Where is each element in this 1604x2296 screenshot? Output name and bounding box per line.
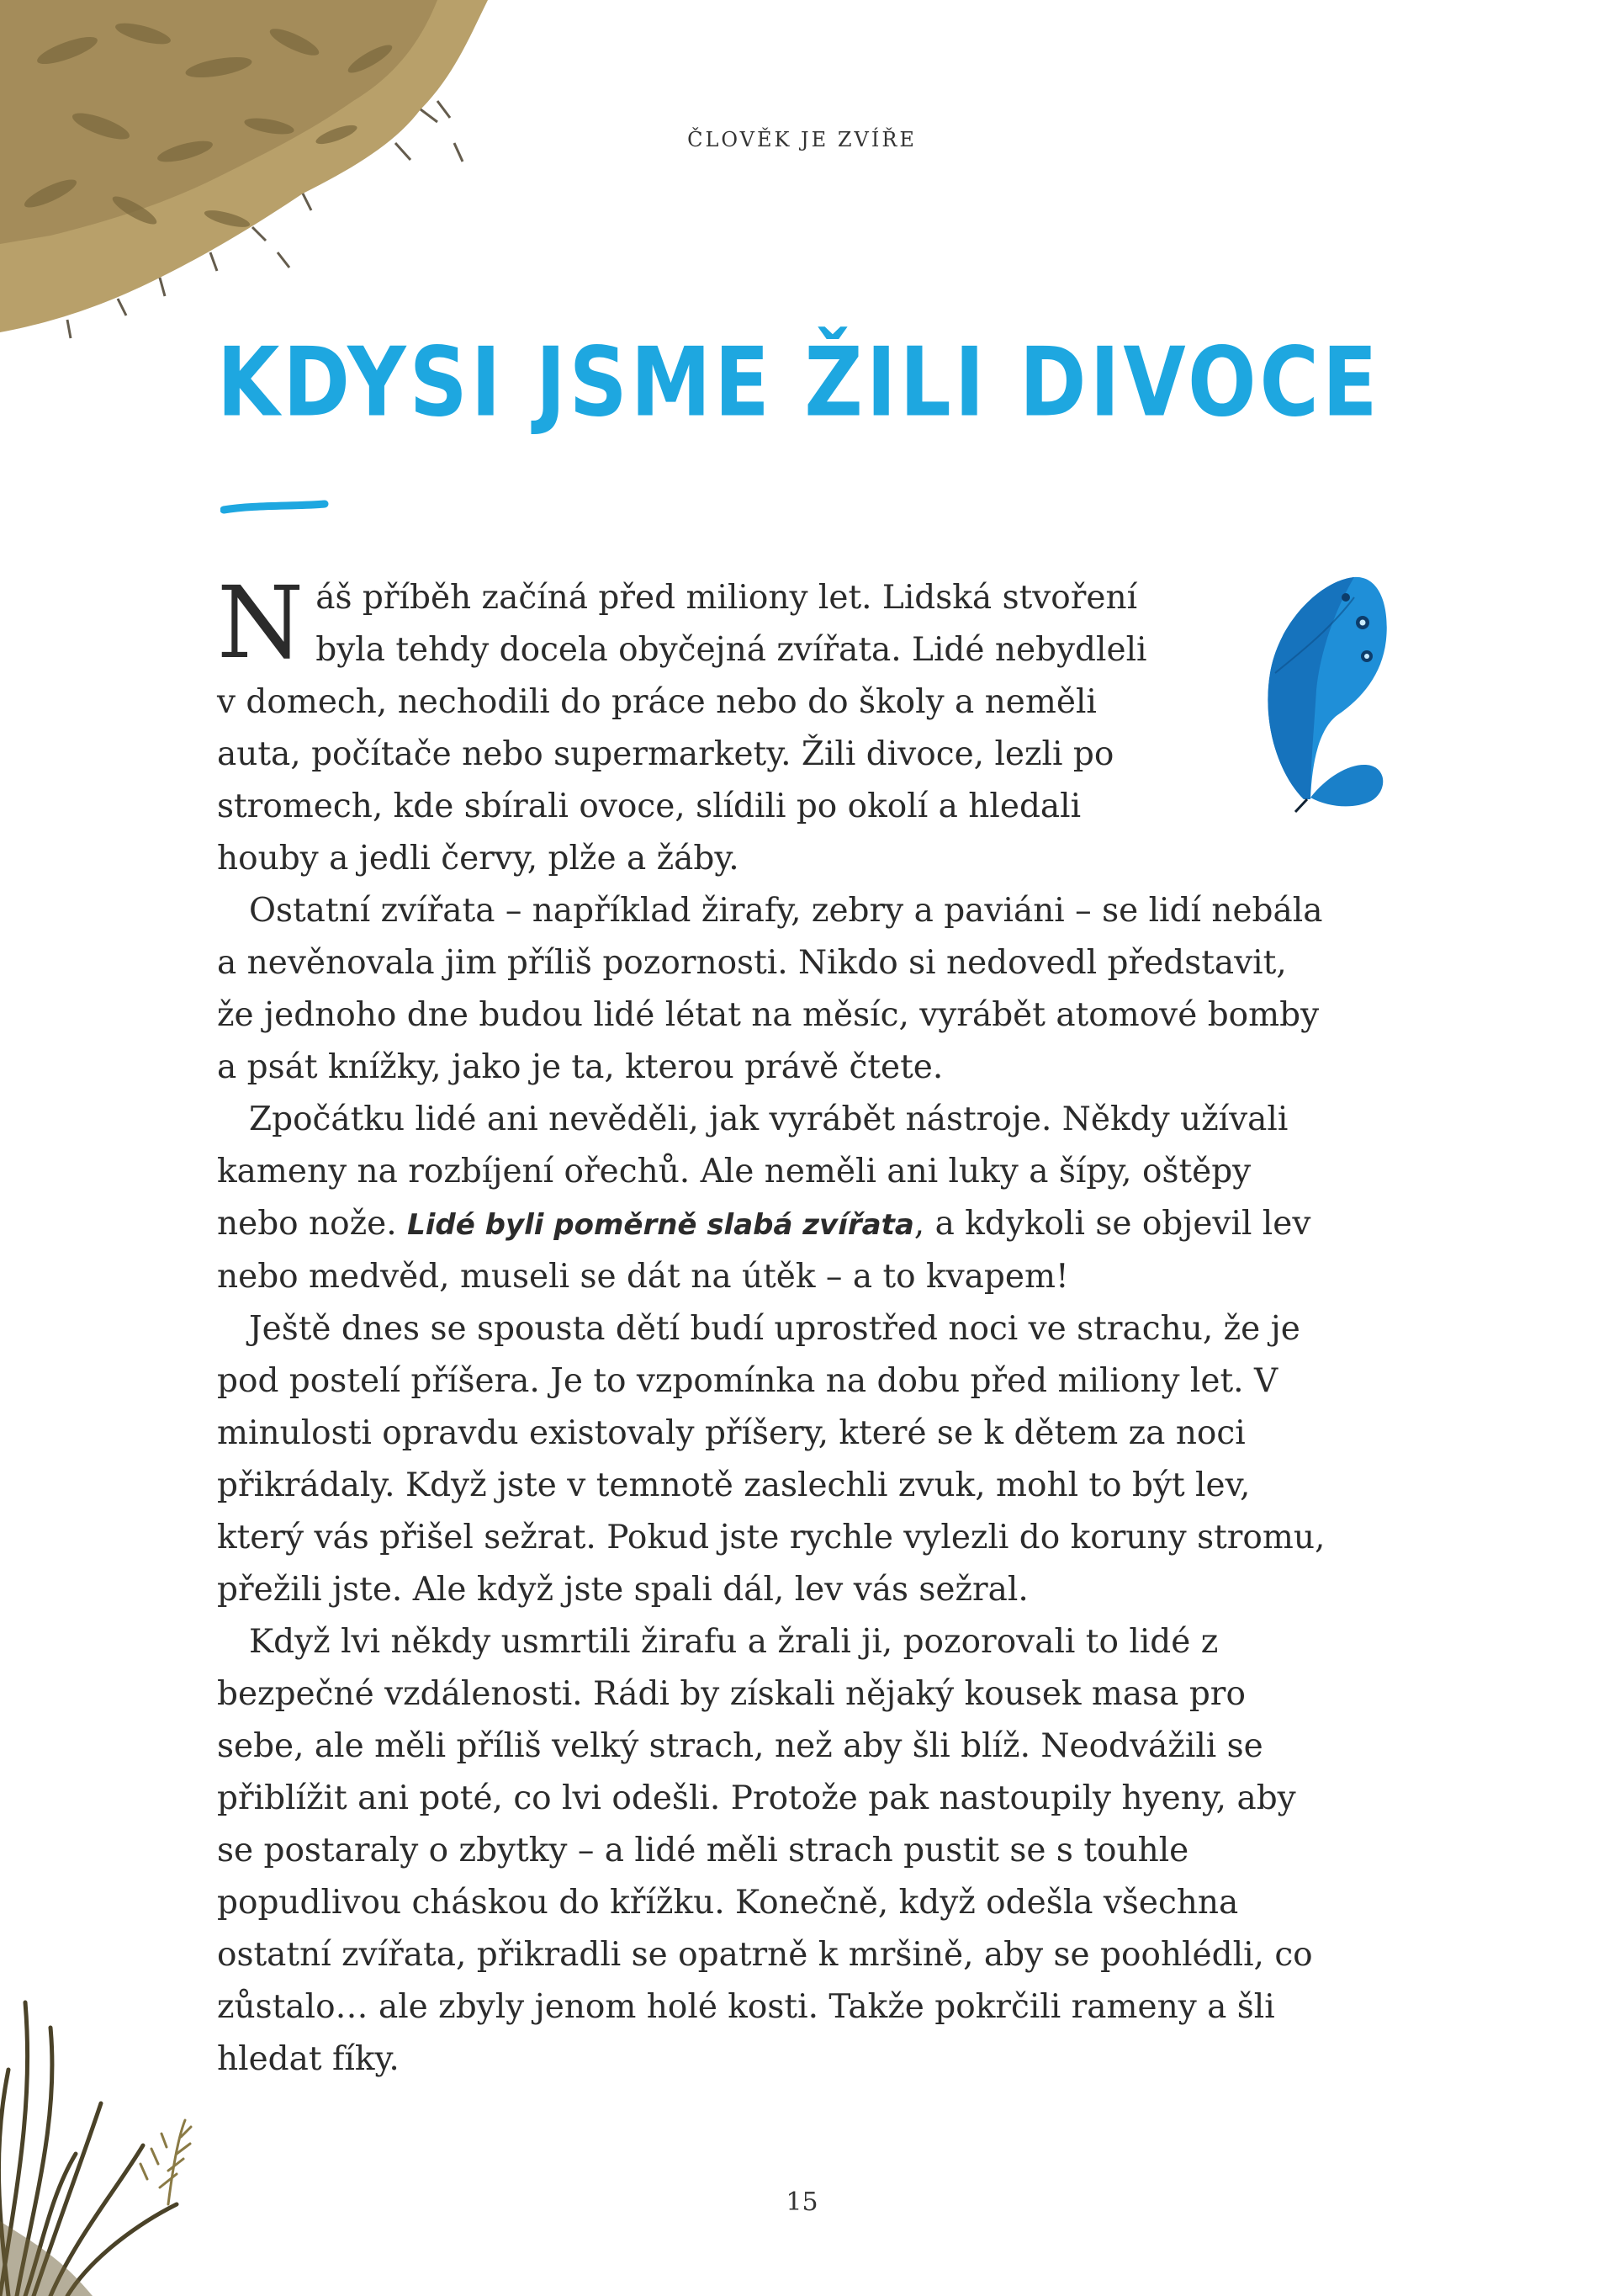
paragraph-3	[217, 1094, 1332, 1303]
article-body	[217, 565, 1332, 2086]
page-number: 15	[786, 2187, 818, 2217]
paragraph-1	[217, 565, 1332, 885]
chapter-title: KDYSI JSME ŽILI DIVOCE	[217, 326, 1381, 438]
butterfly-wrap-area	[1173, 572, 1332, 825]
drop-cap: N	[217, 565, 304, 681]
paragraph-1-text: áš příběh začíná před miliony let. Lidská stvoření byla tehdy docela obyčejná zvířata. Lidé nebydleli v domech, nechodili do práce nebo do školy a neměli auta, počítače nebo supermarkety. Žili divoce, lezli po stromech, kde sbírali ovoce, slídili po okolí a hledali houby a jedli červy, plže a žáby.	[217, 579, 1147, 878]
paragraph-5: Když lvi někdy usmrtili žirafu a žrali ji, pozorovali to lidé z bezpečné vzdálenosti. Rádi by získali nějaký kousek masa pro sebe, ale měli příliš velký strach, než aby šli blíž. Neodvážili se přiblížit ani poté, co lvi odešli. Protože pak nastoupily hyeny, aby se postaraly o zbytky – a lidé měli strach pustit se s touhle popudlivou cháskou do křížku. Konečně, když odešla všechna ostatní zvířata, přikradli se opatrně k mršině, aby se poohlédli, co zůstalo… ale zbyly jenom holé kosti. Takže pokrčili rameny a šli hledat fíky.	[217, 1623, 1313, 2078]
tree-foliage-illustration	[0, 0, 488, 353]
highlighted-phrase: Lidé byli poměrně slabá zvířata	[407, 1208, 914, 1242]
paragraph-3-after: , a kdykoli se objevil lev nebo medvěd, museli se dát na útěk – a to kvapem!	[217, 1205, 1311, 1296]
running-header: ČLOVĚK JE ZVÍŘE	[687, 128, 917, 151]
paragraph-4: Ještě dnes se spousta dětí budí uprostřed noci ve strachu, že je pod postelí příšera. Je to vzpomínka na dobu před miliony let. V minulosti opravdu existovaly příšery, které se k dětem za noci přikrádaly. Když jste v temnotě zaslechli zvuk, mohl to být lev, který vás přišel sežrat. Pokud jste rychle vylezli do koruny stromu, přežili jste. Ale když jste spali dál, lev vás sežral.	[217, 1310, 1326, 1609]
paragraph-3-before: Zpočátku lidé ani nevěděli, jak vyrábět nástroje. Někdy užívali kameny na rozbíjení ořechů. Ale neměli ani luky a šípy, oštěpy nebo nože.	[217, 1100, 1289, 1243]
title-underline	[220, 500, 330, 517]
paragraph-2: Ostatní zvířata – například žirafy, zebry a paviáni – se lidí nebála a nevěnovala jim příliš pozornosti. Nikdo si nedovedl představit, že jednoho dne budou lidé létat na měsíc, vyrábět atomové bomby a psát knížky, jako je ta, kterou právě čtete.	[217, 892, 1323, 1086]
